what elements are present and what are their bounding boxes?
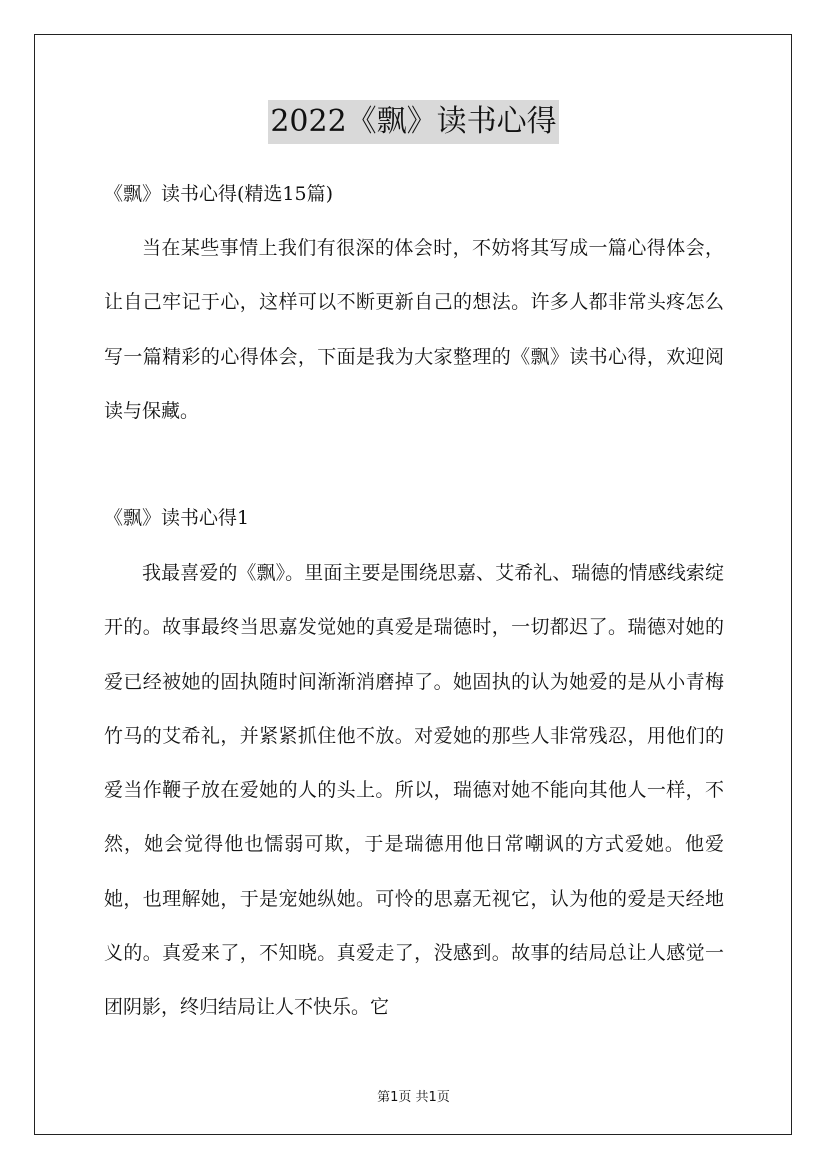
- section-heading: 《飘》读书心得1: [104, 507, 250, 529]
- title-container: [0, 100, 827, 144]
- intro-paragraph: 当在某些事情上我们有很深的体会时，不妨将其写成一篇心得体会，让自己牢记于心，这样可以不断更新自己的想法。许多人都非常头疼怎么写一篇精彩的心得体会，下面是我为大家整理的《飘》读书心得，欢迎阅读与保藏。: [104, 237, 724, 422]
- document-title: 2022《飘》读书心得: [268, 100, 558, 144]
- page-footer: 第1页 共1页: [377, 1090, 450, 1105]
- section-paragraph: 我最喜爱的《飘》。里面主要是围绕思嘉、艾希礼、瑞德的情感线索绽开的。故事最终当思嘉发觉她的真爱是瑞德时，一切都迟了。瑞德对她的爱已经被她的固执随时间渐渐消磨掉了。她固执的认为她爱的是从小青梅竹马的艾希礼，并紧紧抓住他不放。对爱她的那些人非常残忍，用他们的爱当作鞭子放在爱她的人的头上。所以，瑞德对她不能向其他人一样，不然，她会觉得他也懦弱可欺，于是瑞德用他日常嘲讽的方式爱她。他爱她，也理解她，于是宠她纵她。可怜的思嘉无视它，认为他的爱是天经地义的。真爱来了，不知晓。真爱走了，没感到。故事的结局总让人感觉一团阴影，终归结局让人不快乐。它: [104, 562, 724, 1019]
- document-subtitle: 《飘》读书心得(精选15篇): [104, 183, 334, 205]
